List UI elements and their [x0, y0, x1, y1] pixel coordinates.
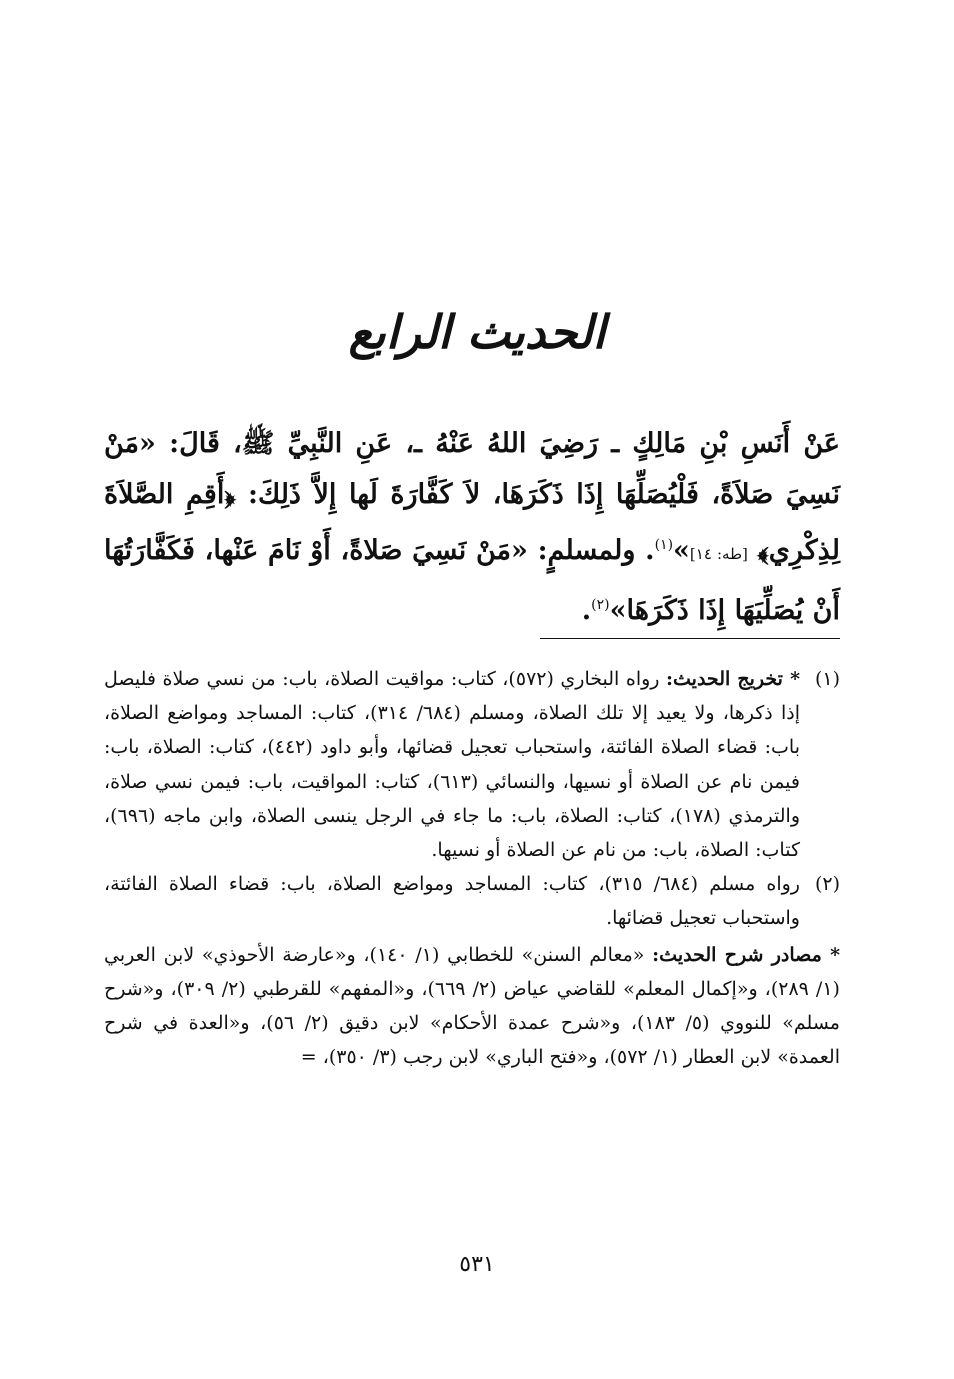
footnote-marker-2: (٢) — [591, 597, 610, 613]
footnote-1-heading: * تخريج الحديث: — [666, 668, 801, 690]
footnote-2-body: رواه مسلم (٦٨٤/ ٣١٥)، كتاب: المساجد ومواضع الصلاة، باب: قضاء الصلاة الفائتة، واستحباب تعجيل قضائها. — [104, 873, 800, 930]
chapter-title: الحديث الرابع — [348, 305, 606, 359]
footnote-2-number: (٢) — [814, 873, 840, 896]
quran-verse: ﴿أَقِمِ الصَّلاَةَ لِذِكْرِي﴾ — [104, 479, 841, 566]
footnote-1-body: رواه البخاري (٥٧٢)، كتاب: مواقيت الصلاة، باب: من نسي صلاة فليصل إذا ذكرها، ولا يعيد إلا تلك الصلاة، ومسلم (٦٨٤/ ٣١٤)، كتاب: المساجد ومواضع الصلاة، باب: قضاء الصلاة الفائتة، واستحباب تعجيل قضائها، وأبو داود (٤٤٢)، كتاب: الصلاة، باب: فيمن نام عن الصلاة أو نسيها، والنسائي (٦١٣)، كتاب: المواقيت، باب: فيمن نسي صلاة، والترمذي (١٧٨)، كتاب: الصلاة، باب: ما جاء في الرجل ينسى الصلاة، وابن ماجه (٦٩٦)، كتاب: الصلاة، باب: من نام عن الصلاة أو نسيها. — [104, 668, 801, 862]
footnote-marker-1: (١) — [654, 537, 674, 553]
sources-heading: * مصادر شرح الحديث: — [652, 943, 841, 966]
quran-reference: [طه: ١٤] — [689, 545, 748, 563]
footnotes — [104, 662, 840, 1074]
footnote-1-number: (١) — [814, 668, 840, 690]
page-number: ٥٣١ — [459, 1252, 495, 1277]
sources-paragraph — [104, 938, 840, 1075]
muslim-narration: . ولمسلمٍ: «مَنْ نَسِيَ صَلاةً، أَوْ نَامَ عَنْها، فَكَفَّارَتُهَا أَنْ يُصَلِّيَهَا إِذَا ذَكَرَهَا» — [104, 535, 840, 626]
footnote-1 — [104, 662, 840, 867]
sources-body: «معالم السنن» للخطابي (١/ ١٤٠)، و«عارضة الأحوذي» لابن العربي (١/ ٢٨٩)، و«إكمال المعلم» للقاضي عياض (٢/ ٦٦٩)، و«المفهم» للقرطبي (٢/ ٣٠٩)، و«شرح مسلم» للنووي (٥/ ١٨٣)، و«شرح عمدة الأحكام» لابن دقيق (٢/ ٥٦)، و«العدة في شرح العمدة» لابن العطار (١/ ٥٧٢)، و«فتح الباري» لابن رجب (٣/ ٣٥٠)، = — [104, 943, 840, 1069]
hadith-close-quote: » — [673, 535, 690, 566]
hadith-narration: عَنْ أَنَسِ بْنِ مَالِكٍ ـ رَضِيَ اللهُ عَنْهُ ـ، عَنِ النَّبِيِّ ﷺ، قَالَ: «مَنْ نَسِيَ صَلاَةً، فَلْيُصَلِّهَا إِذَا ذَكَرَهَا، لاَ كَفَّارَةَ لَها إِلاَّ ذَلِكَ: — [104, 428, 840, 510]
hadith-end: . — [581, 595, 592, 626]
hadith-text — [104, 418, 840, 636]
footnote-divider — [540, 638, 840, 639]
footnote-2 — [104, 867, 840, 935]
footnote-1-text — [104, 662, 800, 867]
